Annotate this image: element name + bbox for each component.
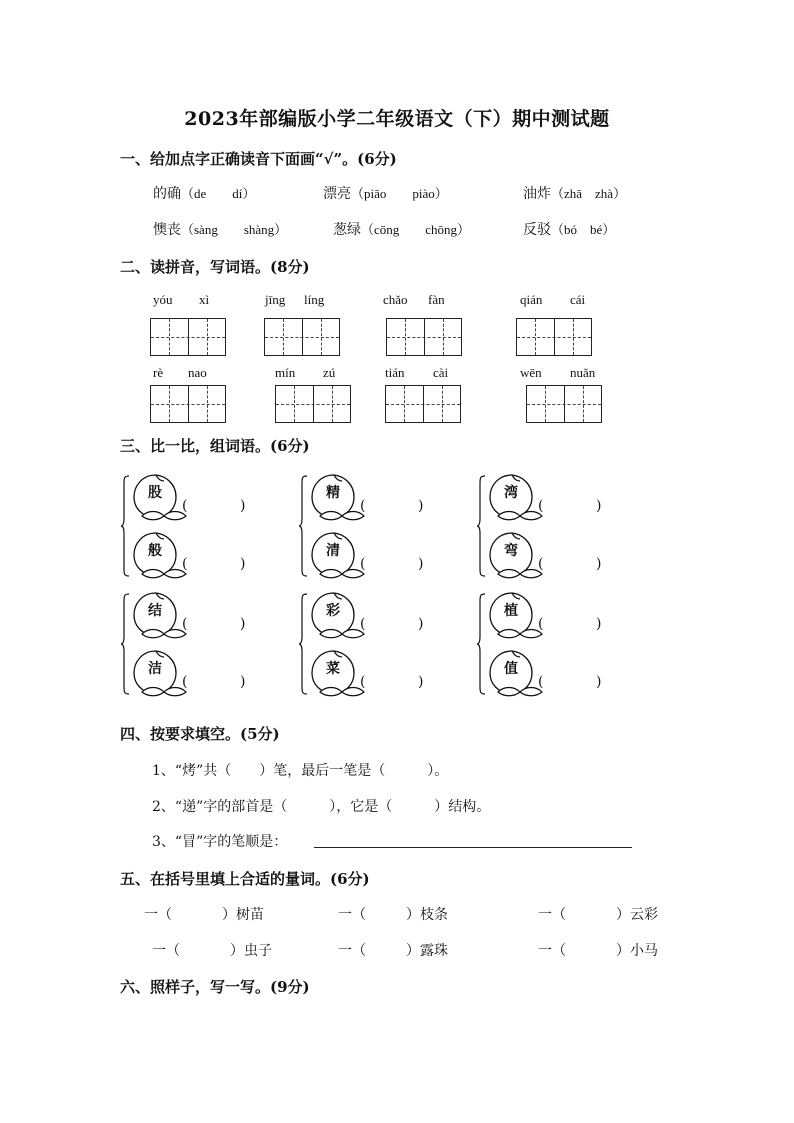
s1-item-3: 油炸（zhā zhà） — [523, 186, 627, 202]
writing-grid-8[interactable] — [526, 385, 602, 423]
peach-character: 植 — [504, 603, 518, 619]
page-title: 2023年部编版小学二年级语文（下）期中测试题 — [184, 108, 610, 130]
s4-line-2: 2、“递”字的部首是（ ），它是（ ）结构。 — [152, 799, 491, 815]
writing-grid-5[interactable] — [150, 385, 226, 423]
peach-character: 彩 — [326, 603, 340, 619]
answer-paren-close: ) — [418, 674, 424, 690]
peach-character: 精 — [326, 485, 340, 501]
pinyin-5b: nao — [188, 365, 207, 380]
section-5-heading: 五、在括号里填上合适的量词。(6分) — [120, 870, 370, 888]
s1-item-2: 漂亮（piāo piào） — [323, 186, 448, 202]
s4-line-1: 1、“烤”共（ ）笔，最后一笔是（ ）。 — [152, 763, 449, 779]
s4-line-3: 3、“冒”字的笔顺是： — [152, 834, 288, 850]
answer-paren-open[interactable]: ( — [360, 556, 366, 572]
answer-paren-close: ) — [418, 556, 424, 572]
answer-paren-open[interactable]: ( — [538, 498, 544, 514]
answer-paren-open[interactable]: ( — [360, 616, 366, 632]
pinyin-3b: fàn — [428, 292, 445, 307]
s1-item-5: 葱绿（cōng chōng） — [333, 222, 471, 238]
s5-item-1: 一（ ）树苗 — [144, 907, 264, 923]
writing-grid-6[interactable] — [275, 385, 351, 423]
s1-item-1: 的确（de dí） — [153, 186, 256, 202]
peach-char-card — [128, 648, 188, 698]
answer-paren-open[interactable]: ( — [538, 674, 544, 690]
peach-char-card — [306, 530, 366, 580]
peach-character: 菜 — [326, 661, 340, 677]
answer-paren-close: ) — [240, 498, 246, 514]
pinyin-4a: qián — [520, 292, 543, 307]
peach-char-card — [484, 530, 544, 580]
pinyin-7b: cài — [433, 365, 449, 380]
peach-char-card — [484, 590, 544, 640]
stroke-order-answer-line[interactable] — [314, 847, 632, 848]
answer-paren-close: ) — [240, 616, 246, 632]
answer-paren-close: ) — [596, 498, 602, 514]
writing-grid-7[interactable] — [385, 385, 461, 423]
peach-char-card — [128, 590, 188, 640]
peach-char-card — [306, 648, 366, 698]
peach-char-card — [306, 472, 366, 522]
answer-paren-close: ) — [596, 556, 602, 572]
section-6-heading: 六、照样子，写一写。(9分) — [120, 978, 310, 996]
pinyin-8b: nuǎn — [570, 365, 596, 380]
pinyin-2a: jīng — [265, 292, 286, 307]
writing-grid-2[interactable] — [264, 318, 340, 356]
pinyin-6b: zú — [323, 365, 336, 380]
section-2-heading: 二、读拼音，写词语。(8分) — [120, 258, 310, 276]
pinyin-1b: xì — [199, 292, 210, 307]
pinyin-5a: rè — [153, 365, 164, 380]
answer-paren-close: ) — [240, 674, 246, 690]
answer-paren-open[interactable]: ( — [182, 556, 188, 572]
pinyin-7a: tián — [385, 365, 405, 380]
pinyin-4b: cái — [570, 292, 586, 307]
answer-paren-open[interactable]: ( — [360, 674, 366, 690]
writing-grid-4[interactable] — [516, 318, 592, 356]
answer-paren-close: ) — [596, 674, 602, 690]
peach-character: 股 — [148, 485, 162, 501]
peach-character: 值 — [504, 661, 518, 677]
pinyin-3a: chǎo — [383, 292, 408, 307]
section-3-heading: 三、比一比，组词语。(6分) — [120, 437, 310, 455]
writing-grid-3[interactable] — [386, 318, 462, 356]
pinyin-1a: yóu — [153, 292, 173, 307]
pinyin-2b: líng — [304, 292, 325, 307]
section-4-heading: 四、按要求填空。(5分) — [120, 725, 280, 743]
answer-paren-open[interactable]: ( — [360, 498, 366, 514]
answer-paren-open[interactable]: ( — [538, 616, 544, 632]
writing-grid-1[interactable] — [150, 318, 226, 356]
peach-char-card — [128, 472, 188, 522]
peach-character: 结 — [148, 603, 162, 619]
section-1-heading: 一、给加点字正确读音下面画“√”。(6分) — [120, 150, 397, 168]
answer-paren-open[interactable]: ( — [182, 674, 188, 690]
peach-char-card — [306, 590, 366, 640]
s5-item-5: 一（ ）露珠 — [338, 943, 448, 959]
s5-item-6: 一（ ）小马 — [538, 943, 658, 959]
s5-item-4: 一（ ）虫子 — [152, 943, 272, 959]
answer-paren-open[interactable]: ( — [182, 616, 188, 632]
peach-character: 弯 — [504, 543, 518, 559]
answer-paren-close: ) — [240, 556, 246, 572]
peach-character: 洁 — [148, 661, 162, 677]
pinyin-6a: mín — [275, 365, 296, 380]
s1-item-6: 反驳（bó bé） — [523, 222, 616, 238]
answer-paren-open[interactable]: ( — [538, 556, 544, 572]
answer-paren-close: ) — [418, 616, 424, 632]
answer-paren-close: ) — [418, 498, 424, 514]
peach-char-card — [484, 648, 544, 698]
answer-paren-close: ) — [596, 616, 602, 632]
s5-item-2: 一（ ）枝条 — [338, 907, 448, 923]
s5-item-3: 一（ ）云彩 — [538, 907, 658, 923]
peach-char-card — [128, 530, 188, 580]
answer-paren-open[interactable]: ( — [182, 498, 188, 514]
peach-character: 湾 — [504, 485, 518, 501]
s1-item-4: 懊丧（sàng shàng） — [153, 222, 288, 238]
peach-char-card — [484, 472, 544, 522]
peach-character: 清 — [326, 543, 340, 559]
peach-character: 般 — [148, 543, 162, 559]
pinyin-8a: wēn — [520, 365, 542, 380]
